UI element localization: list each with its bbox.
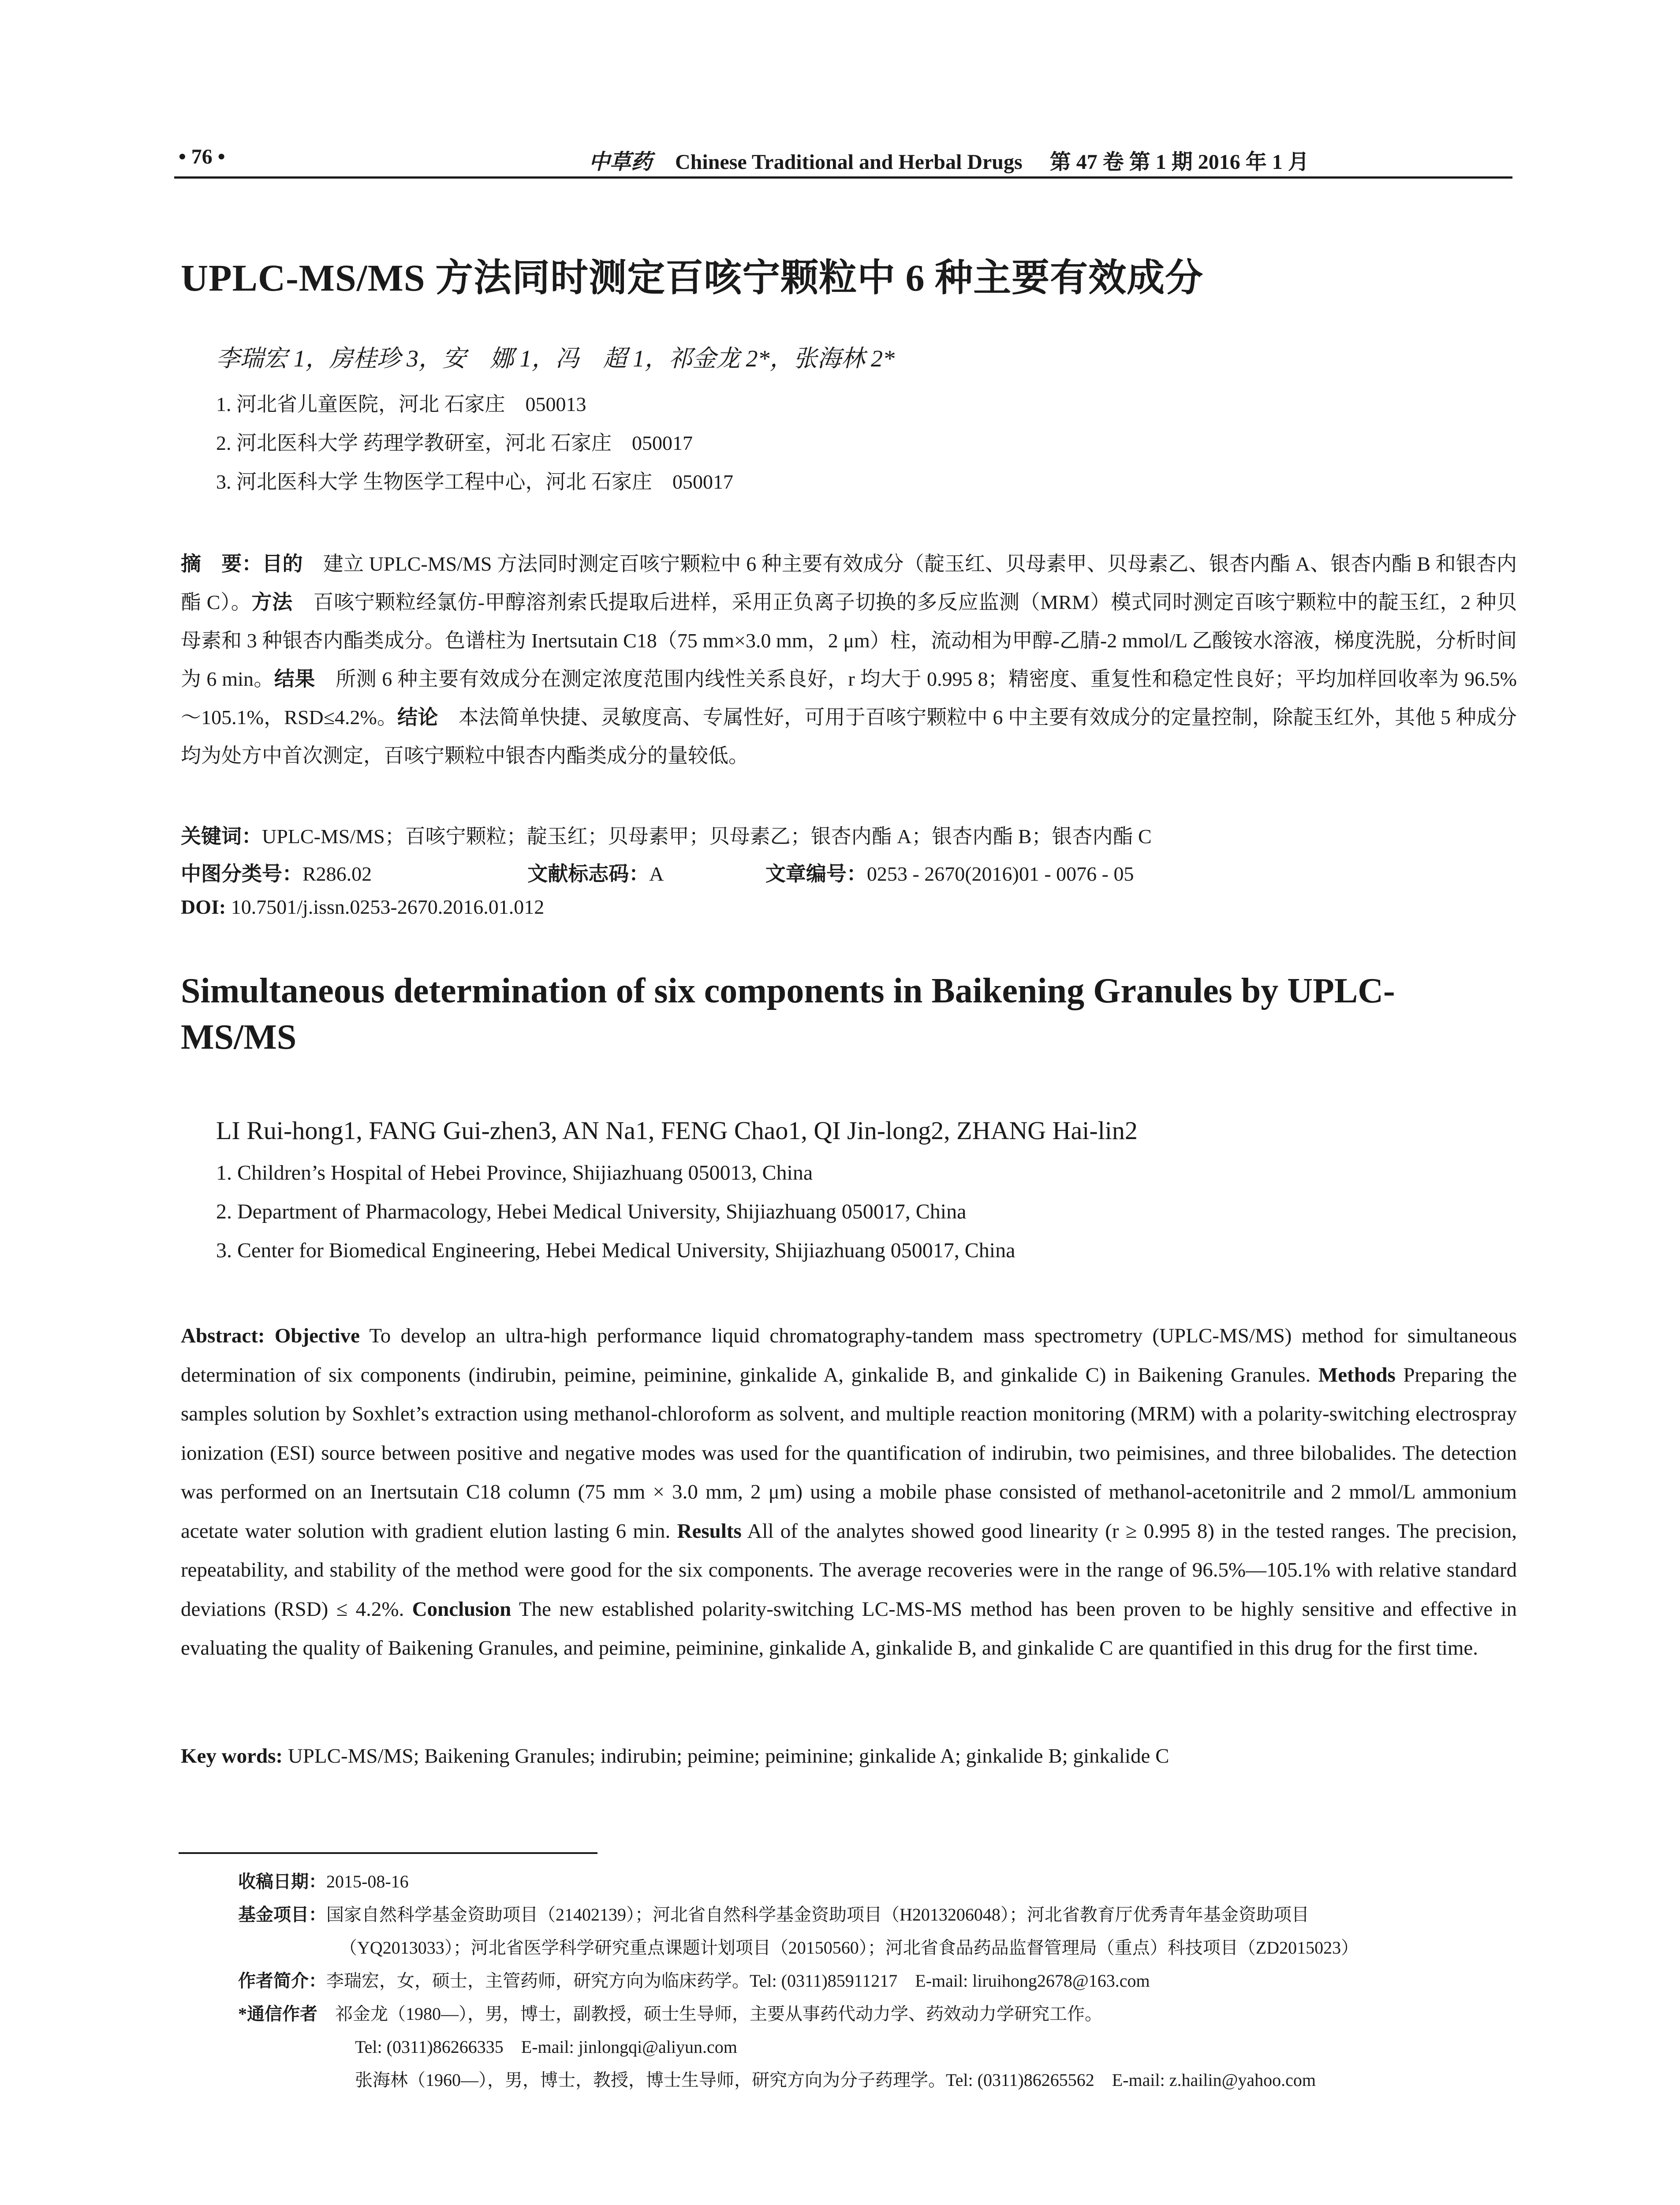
- journal-logo: 中草药: [589, 150, 653, 174]
- page-number: • 76 •: [179, 145, 225, 168]
- cn-results-label: 结果: [274, 668, 315, 690]
- author-bio-text: 李瑞宏，女，硕士，主管药师，研究方向为临床药学。Tel: (0311)85911217 E-mail: liruihong2678@163.com: [326, 1971, 1150, 1991]
- en-affiliation-3: 3. Center for Biomedical Engineering, Hebei Medical University, Shijiazhuang 050017, China: [216, 1239, 1015, 1262]
- en-methods-label: Methods: [1318, 1363, 1396, 1387]
- journal-name: Chinese Traditional and Herbal Drugs: [675, 150, 1023, 174]
- cn-affiliation-1: 1. 河北省儿童医院，河北 石家庄 050013: [216, 393, 586, 415]
- footnote-rule: [179, 1852, 597, 1854]
- en-objective-text: To develop an ultra-high performance liquid chromatography-tandem mass spectrometry (UPLC-MS/MS) method for simultaneous determination of six components (indirubin, peimine, peiminine, ginkalide A, ginkalide B, and ginkalide C) in Baikening Granules.: [181, 1324, 1517, 1387]
- fund-label: 基金项目：: [238, 1905, 326, 1925]
- en-results-label: Results: [677, 1519, 742, 1543]
- en-conclusion-label: Conclusion: [412, 1597, 511, 1621]
- cn-keywords: [181, 820, 1152, 849]
- cn-affiliation-2: 2. 河北医科大学 药理学教研室，河北 石家庄 050017: [216, 432, 693, 454]
- fund-line-1: [238, 1901, 1309, 1926]
- corr-label: *通信作者: [238, 2004, 317, 2024]
- article-no-label: 文章编号：: [765, 863, 867, 885]
- cn-authors: 李瑞宏 1，房桂珍 3，安 娜 1，冯 超 1，祁金龙 2*，张海林 2*: [216, 345, 895, 372]
- cn-methods-label: 方法: [251, 591, 293, 613]
- author-bio-label: 作者简介：: [238, 1971, 326, 1991]
- fund-text-1: 国家自然科学基金资助项目（21402139）；河北省自然科学基金资助项目（H2013206048）；河北省教育厅优秀青年基金资助项目: [326, 1905, 1309, 1925]
- en-abstract-label: Abstract:: [181, 1324, 265, 1347]
- en-affiliation-2: 2. Department of Pharmacology, Hebei Medical University, Shijiazhuang 050017, China: [216, 1200, 967, 1223]
- header-rule: [174, 176, 1512, 179]
- en-affiliation-1: 1. Children’s Hospital of Hebei Province, Shijiazhuang 050013, China: [216, 1161, 813, 1185]
- en-abstract: [181, 1316, 1517, 1668]
- running-header: [174, 140, 1512, 176]
- cn-results-text: 所测 6 种主要有效成分在测定浓度范围内线性关系良好，r 均大于 0.995 8；精密度、重复性和稳定性良好；平均加样回收率为 96.5%～105.1%，RSD≤4.2%。: [181, 668, 1517, 729]
- en-keywords-text: UPLC-MS/MS; Baikening Granules; indirubin; peimine; peiminine; ginkalide A; ginkalide B; ginkalide C: [283, 1745, 1169, 1768]
- cn-affiliation-3: 3. 河北医科大学 生物医学工程中心，河北 石家庄 050017: [216, 471, 733, 493]
- cn-objective-text: 建立 UPLC-MS/MS 方法同时测定百咳宁颗粒中 6 种主要有效成分（靛玉红、贝母素甲、贝母素乙、银杏内酯 A、银杏内酯 B 和银杏内酯 C）。: [181, 553, 1517, 613]
- corr-text-2: 张海林（1960—），男，博士，教授，博士生导师，研究方向为分子药理学。Tel: (0311)86265562 E-mail: z.hailin@yahoo.com: [355, 2070, 1316, 2090]
- clc-value: R286.02: [302, 863, 372, 885]
- cn-conclusion-text: 本法简单快捷、灵敏度高、专属性好，可用于百咳宁颗粒中 6 中主要有效成分的定量控制，除靛玉红外，其他 5 种成分均为处方中首次测定，百咳宁颗粒中银杏内酯类成分的量较低。: [181, 706, 1517, 767]
- received-date: [238, 1868, 409, 1893]
- cn-keywords-text: UPLC-MS/MS；百咳宁颗粒；靛玉红；贝母素甲；贝母素乙；银杏内酯 A；银杏内酯 B；银杏内酯 C: [262, 825, 1152, 848]
- en-keywords-label: Key words:: [181, 1745, 283, 1768]
- received-value: 2015-08-16: [326, 1872, 409, 1891]
- clc-label: 中图分类号：: [181, 863, 302, 885]
- cn-classification: [181, 858, 1134, 887]
- doi-line: [181, 895, 544, 919]
- en-results-text: All of the analytes showed good linearity (r ≥ 0.995 8) in the tested ranges. The precision, repeatability, and stability of the method were good for the six components. The average recoveries were in the range of 96.5%—105.1% with relative standard deviations (RSD) ≤ 4.2%.: [181, 1519, 1517, 1621]
- journal-header: [589, 145, 1309, 175]
- cn-objective-label: 目的: [262, 553, 303, 575]
- cn-conclusion-label: 结论: [397, 706, 438, 729]
- article-no-value: 0253 - 2670(2016)01 - 0076 - 05: [866, 863, 1134, 885]
- en-authors: [216, 1116, 1138, 1145]
- cn-title: UPLC-MS/MS 方法同时测定百咳宁颗粒中 6 种主要有效成分: [181, 257, 1204, 299]
- en-conclusion-text: The new established polarity-switching LC-MS-MS method has been proven to be highly sensitive and effective in evaluating the quality of Baikening Granules, and peimine, peiminine, ginkalide A, ginkalide B, and ginkalide C are quantified in this drug for the first time.: [181, 1597, 1517, 1659]
- received-label: 收稿日期：: [238, 1872, 326, 1891]
- cn-abstract: [181, 545, 1517, 775]
- cn-keywords-label: 关键词：: [181, 825, 262, 848]
- cn-methods-text: 百咳宁颗粒经氯仿-甲醇溶剂索氏提取后进样，采用正负离子切换的多反应监测（MRM）模式同时测定百咳宁颗粒中的靛玉红，2 种贝母素和 3 种银杏内酯类成分。色谱柱为 Inertsutain C18（75 mm×3.0 mm，2 μm）柱，流动相为甲醇-乙腈-2 mmol/L 乙酸铵水溶液，梯度洗脱，分析时间为 6 min。: [181, 591, 1517, 690]
- author-bio: [238, 1967, 1150, 1992]
- cn-abstract-label: 摘 要：: [181, 553, 262, 575]
- en-keywords: [181, 1744, 1169, 1768]
- en-authors-text: LI Rui-hong1, FANG Gui-zhen3, AN Na1, FENG Chao1, QI Jin-long2, ZHANG Hai-lin2: [216, 1116, 1138, 1145]
- corresponding-author: [238, 2000, 1102, 2025]
- doc-code-value: A: [649, 863, 663, 885]
- corr-contact-1: Tel: (0311)86266335 E-mail: jinlongqi@aliyun.com: [355, 2037, 737, 2057]
- en-objective-label: Objective: [274, 1324, 360, 1347]
- en-title: Simultaneous determination of six components in Baikening Granules by UPLC-MS/MS: [181, 972, 1395, 1057]
- corr-text-1: 祁金龙（1980—），男，博士，副教授，硕士生导师，主要从事药代动力学、药效动力学研究工作。: [317, 2004, 1102, 2024]
- doi-label: DOI:: [181, 896, 226, 918]
- doi-value: 10.7501/j.issn.0253-2670.2016.01.012: [226, 896, 545, 918]
- en-methods-text: Preparing the samples solution by Soxhlet’s extraction using methanol-chloroform as solvent, and multiple reaction monitoring (MRM) with a polarity-switching electrospray ionization (ESI) source between positive and negative modes was used for the quantification of indirubin, two peimisines, and three bilobalides. The detection was performed on an Inertsutain C18 column (75 mm × 3.0 mm, 2 μm) using a mobile phase consisted of methanol-acetonitrile and 2 mmol/L ammonium acetate water solution with gradient elution lasting 6 min.: [181, 1363, 1517, 1543]
- fund-text-2: （YQ2013033）；河北省医学科学研究重点课题计划项目（20150560）；河北省食品药品监督管理局（重点）科技项目（ZD2015023）: [340, 1938, 1359, 1958]
- issue-info: 第 47 卷 第 1 期 2016 年 1 月: [1049, 150, 1309, 174]
- doc-code-label: 文献标志码：: [527, 863, 650, 885]
